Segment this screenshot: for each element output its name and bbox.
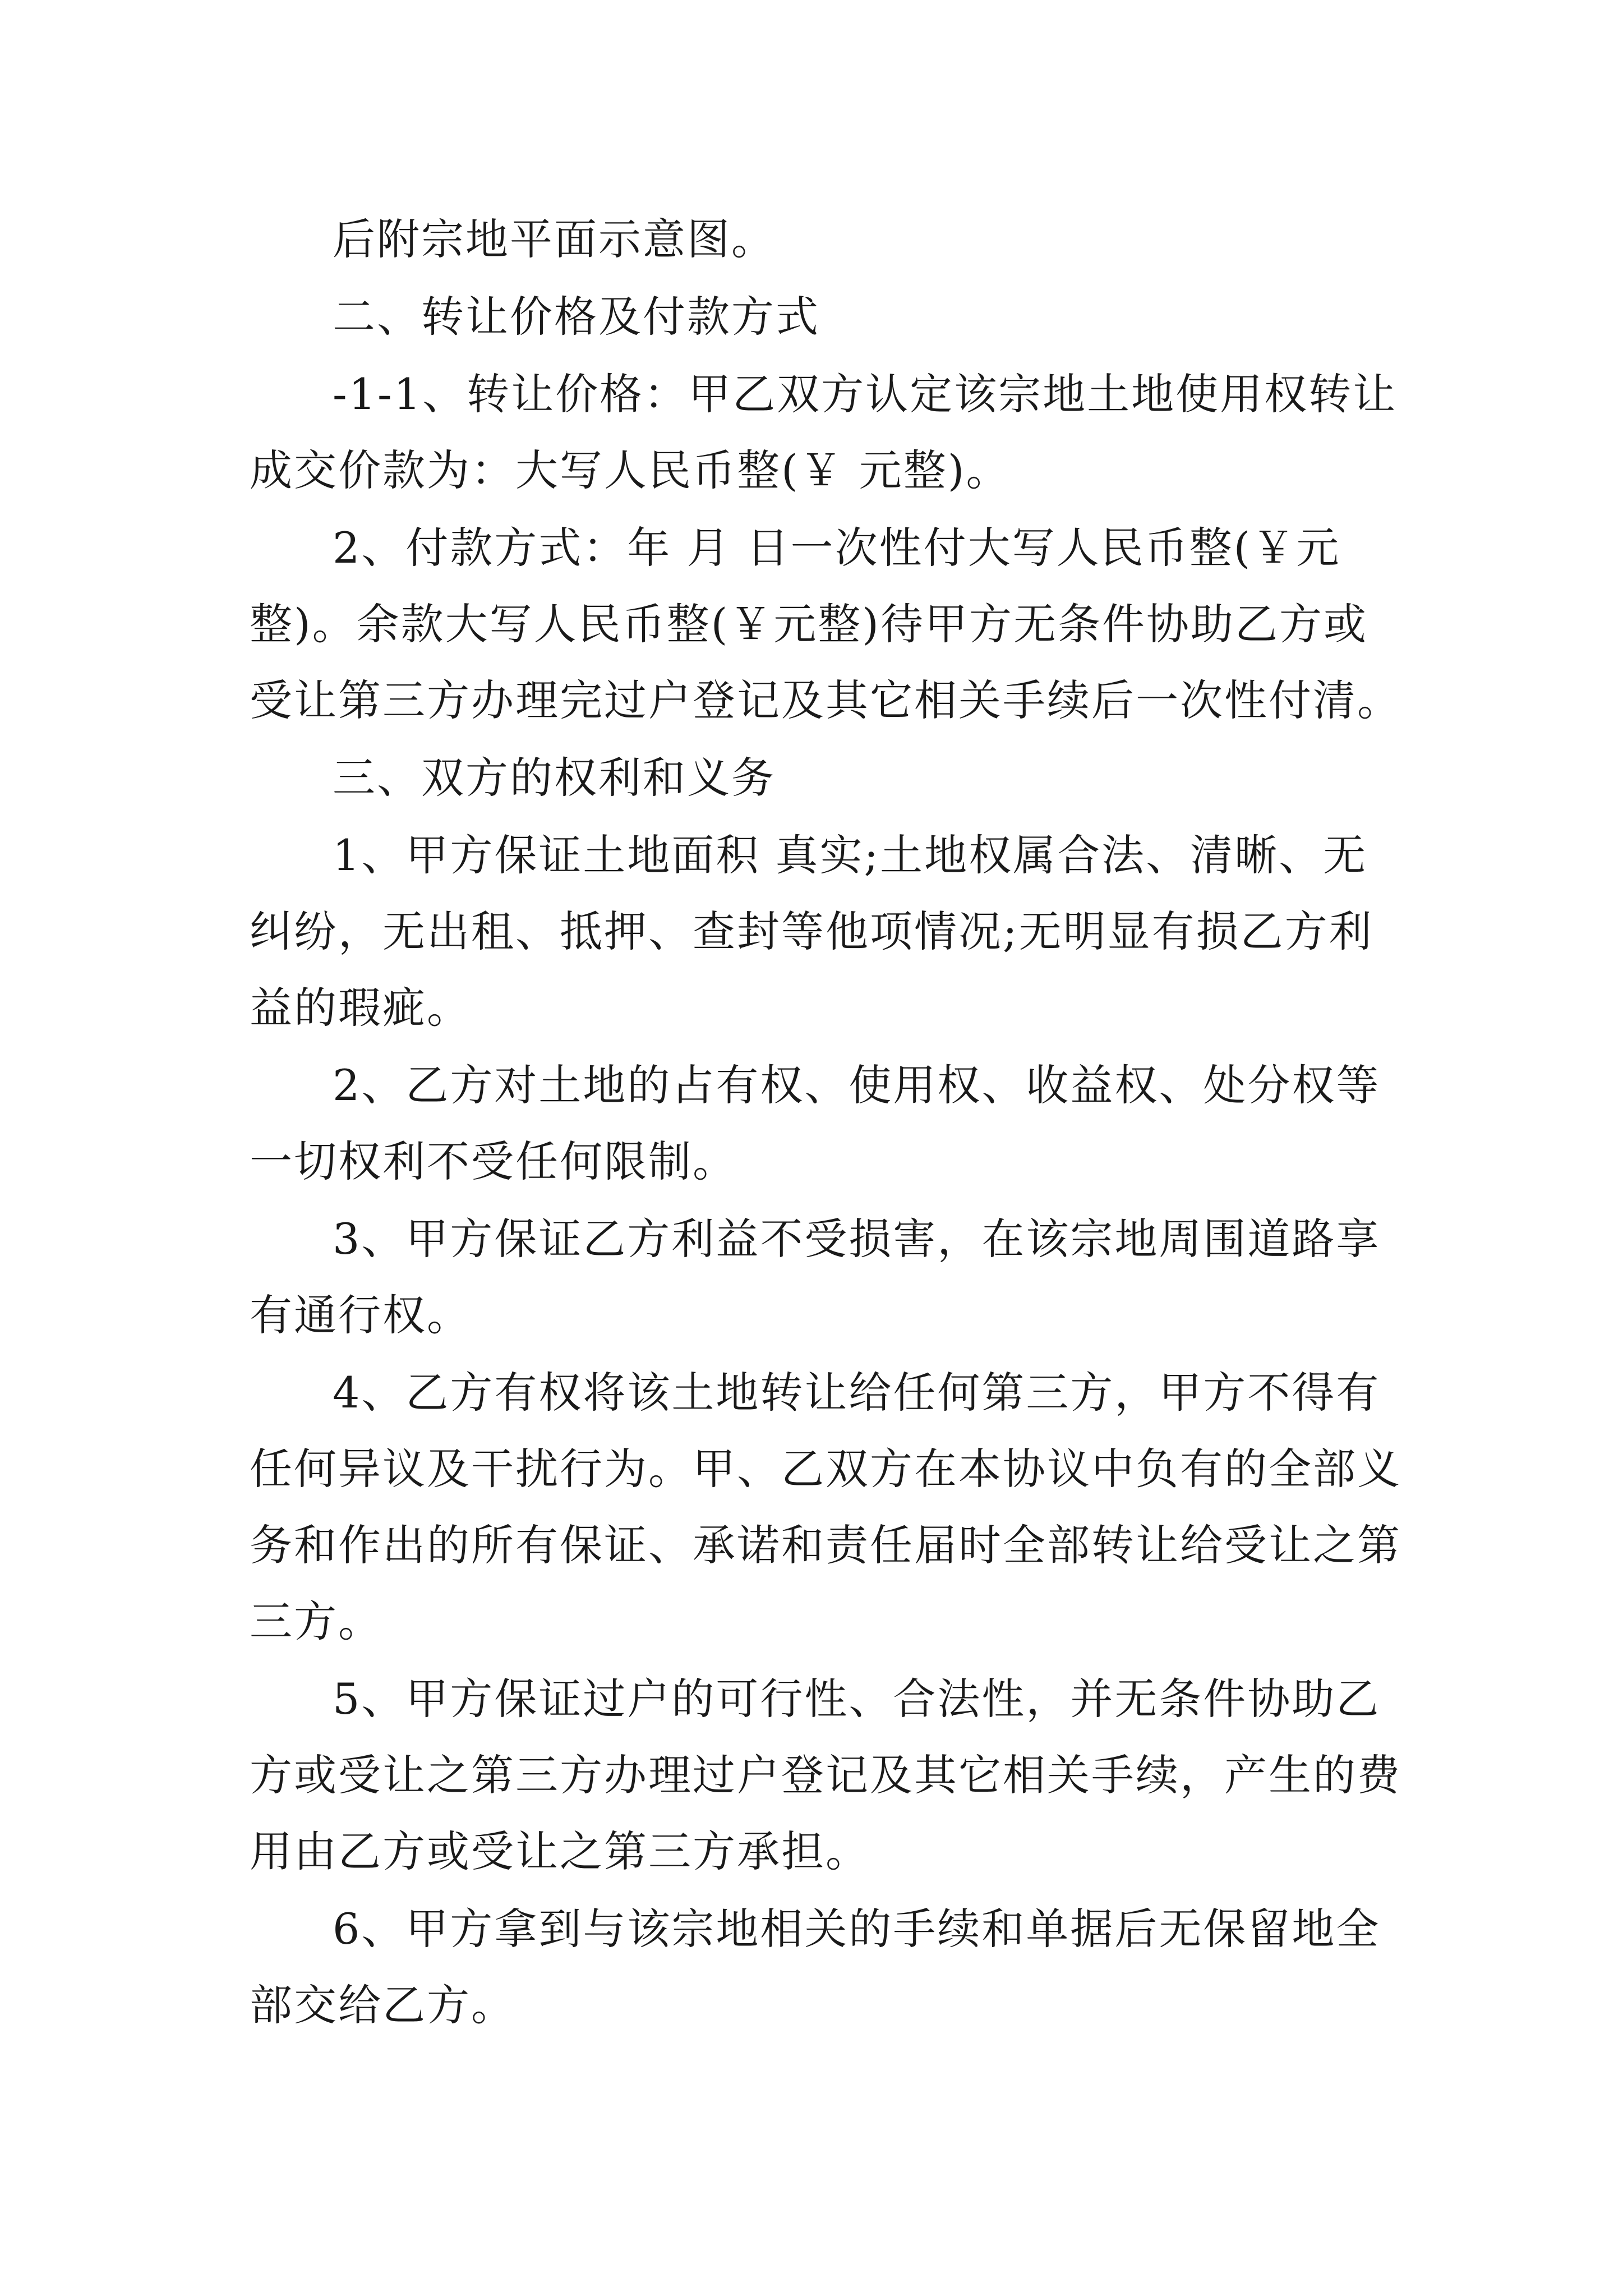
text-line: 三方。 (250, 1596, 382, 1646)
text-line: 务和作出的所有保证、承诺和责任届时全部转让给受让之第 (250, 1520, 1401, 1570)
text-line: 4、乙方有权将该土地转让给任何第三方，甲方不得有 (333, 1368, 1381, 1418)
text-line: 后附宗地平面示意图。 (333, 214, 776, 264)
text-line: 益的瑕疵。 (250, 983, 471, 1033)
text-line: 5、甲方保证过户的可行性、合法性，并无条件协助乙 (333, 1674, 1381, 1724)
text-line: 纠纷，无出租、抵押、查封等他项情况;无明显有损乙方利 (250, 907, 1373, 956)
text-line: 1、甲方保证土地面积 真实;土地权属合法、清晰、无 (333, 830, 1368, 880)
text-line: 2、付款方式：年 月 日一次性付大写人民币整(￥元 (333, 523, 1341, 573)
text-line: -1-1、转让价格：甲乙双方认定该宗地土地使用权转让 (333, 369, 1398, 419)
text-line: 3、甲方保证乙方利益不受损害，在该宗地周围道路享 (333, 1214, 1381, 1264)
text-line: 用由乙方或受让之第三方承担。 (250, 1826, 870, 1876)
text-line: 有通行权。 (250, 1290, 471, 1340)
text-line: 整)。余款大写人民币整(￥元整)待甲方无条件协助乙方或 (250, 599, 1368, 649)
text-line: 2、乙方对土地的占有权、使用权、收益权、处分权等 (333, 1060, 1381, 1110)
text-line: 方或受让之第三方办理过户登记及其它相关手续，产生的费 (250, 1750, 1401, 1800)
section-heading: 二、转让价格及付款方式 (333, 292, 820, 342)
section-heading: 三、双方的权利和义务 (333, 753, 776, 803)
text-line: 6、甲方拿到与该宗地相关的手续和单据后无保留地全 (333, 1904, 1381, 1954)
text-line: 受让第三方办理完过户登记及其它相关手续后一次性付清。 (250, 675, 1401, 725)
text-line: 任何异议及干扰行为。甲、乙双方在本协议中负有的全部义 (250, 1444, 1401, 1494)
text-line: 成交价款为：大写人民币整(￥ 元整)。 (250, 445, 1011, 495)
text-line: 部交给乙方。 (250, 1980, 515, 2030)
text-line: 一切权利不受任何限制。 (250, 1137, 737, 1186)
